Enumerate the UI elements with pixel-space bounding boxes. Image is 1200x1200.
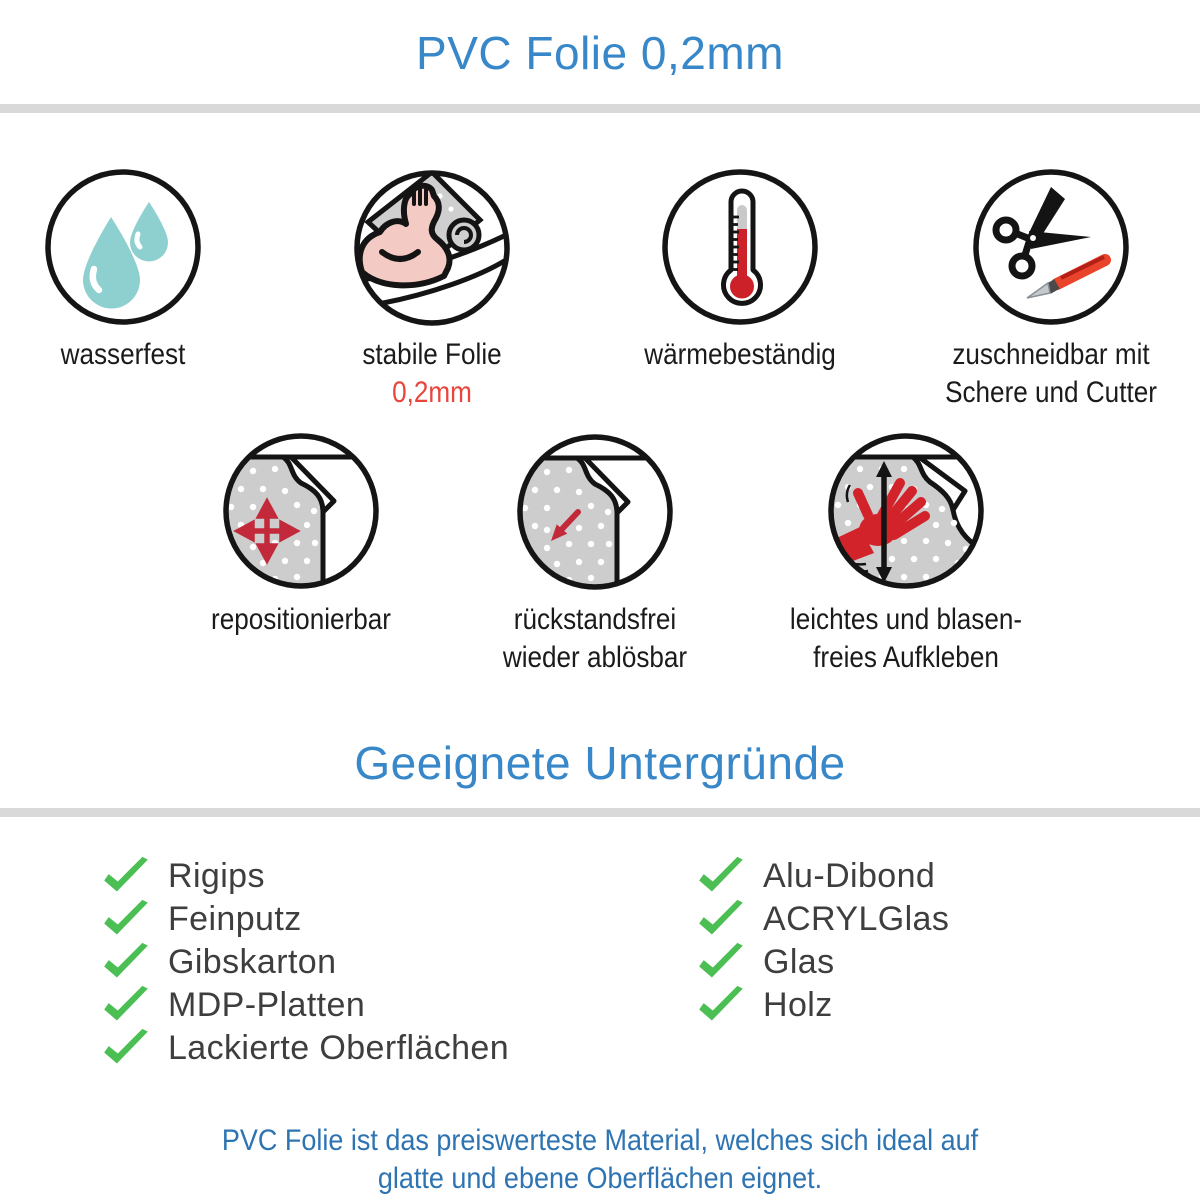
feature-label: rückstandsfrei [513, 603, 677, 636]
move-arrows-foil-icon [221, 431, 381, 591]
feature-label: zuschneidbar mit [952, 338, 1150, 371]
thermometer-icon [660, 167, 820, 327]
feature-label: repositionierbar [211, 603, 391, 636]
feature-caption [580, 336, 900, 374]
check-icon [100, 899, 152, 939]
feature-caption [891, 336, 1200, 412]
substrate-label: Holz [763, 985, 833, 1024]
check-icon [695, 985, 747, 1025]
check-icon [100, 985, 152, 1025]
substrate-item [695, 854, 935, 898]
muscle-foil-icon [352, 168, 512, 328]
divider-bar-top [0, 104, 1200, 113]
check-icon [695, 899, 747, 939]
water-drops-icon [43, 167, 203, 327]
feature-caption [0, 336, 283, 374]
substrate-item [695, 897, 949, 941]
section-title-substrates: Geeignete Untergründe [354, 737, 846, 789]
feature-label: leichtes und blasen- [789, 603, 1023, 636]
footer-note [0, 1122, 1200, 1198]
substrate-label: Alu-Dibond [763, 856, 936, 895]
substrate-item [100, 983, 365, 1027]
check-icon [100, 856, 152, 896]
divider-bar-bottom [0, 808, 1200, 817]
substrate-item [100, 940, 336, 984]
peel-arrow-foil-icon [515, 432, 675, 592]
scissors-cutter-icon [971, 167, 1131, 327]
substrate-label: Glas [763, 942, 835, 981]
substrate-item [695, 983, 833, 1027]
feature-caption [746, 601, 1066, 677]
substrate-label: ACRYLGlas [763, 899, 950, 938]
feature-label: stabile Folie [362, 338, 502, 371]
feature-caption [435, 601, 755, 677]
footer-line: PVC Folie ist das preiswerteste Material, welches sich ideal auf [221, 1124, 979, 1157]
feature-caption [272, 336, 592, 412]
footer-line: glatte und ebene Oberflächen eignet. [377, 1162, 823, 1195]
feature-label: wieder ablösbar [502, 641, 688, 674]
feature-label: wasserfest [60, 338, 186, 371]
substrate-label: Lackierte Oberflächen [168, 1028, 510, 1067]
hand-smooth-foil-icon [826, 431, 986, 591]
check-icon [695, 856, 747, 896]
substrate-label: MDP-Platten [168, 985, 366, 1024]
substrate-label: Feinputz [168, 899, 302, 938]
feature-sublabel: 0,2mm [392, 376, 472, 409]
page-title: PVC Folie 0,2mm [416, 27, 784, 79]
check-icon [100, 1028, 152, 1068]
check-icon [695, 942, 747, 982]
feature-label: Schere und Cutter [945, 376, 1157, 409]
substrate-item [100, 1026, 509, 1070]
feature-caption [141, 601, 461, 639]
substrate-item [100, 897, 302, 941]
feature-label: wärmebeständig [644, 338, 836, 371]
substrate-label: Gibskarton [168, 942, 337, 981]
check-icon [100, 942, 152, 982]
substrate-item [100, 854, 265, 898]
substrate-label: Rigips [168, 856, 265, 895]
feature-label: freies Aufkleben [813, 641, 999, 674]
substrate-item [695, 940, 835, 984]
